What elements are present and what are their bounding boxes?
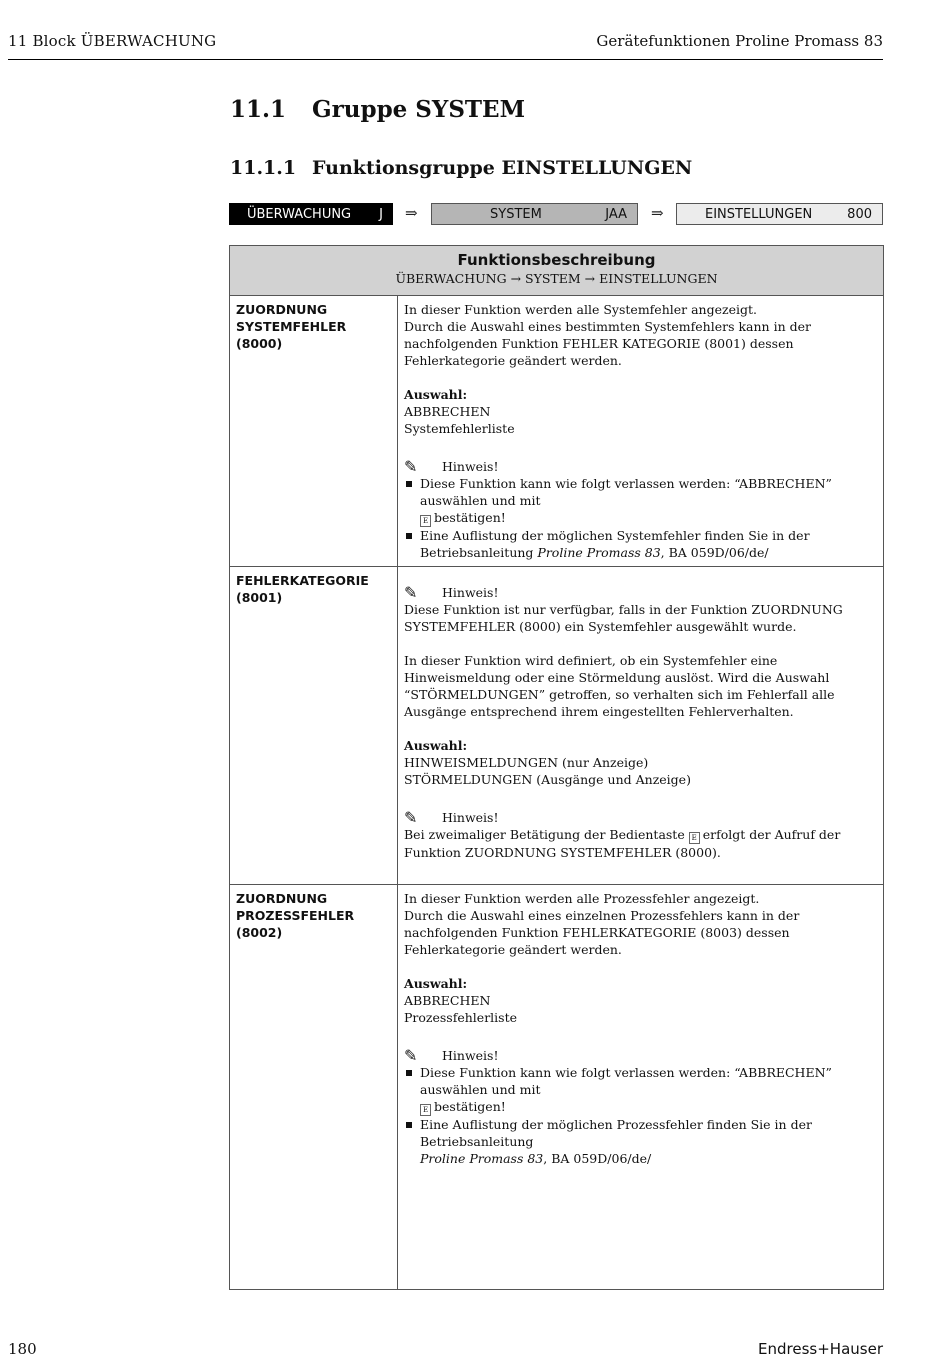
function-name-cell xyxy=(230,567,398,884)
brand-name: Endress+Hauser xyxy=(758,1340,883,1358)
nav-arrow-icon: ⇒ xyxy=(405,204,418,222)
enter-key-icon: E xyxy=(689,832,700,844)
nav-functiongroup-code: 800 xyxy=(847,206,872,222)
function-code: (8002) xyxy=(236,925,283,940)
option-text: ABBRECHEN xyxy=(404,993,491,1008)
pencil-icon: ✎ xyxy=(404,457,418,476)
option-text: ABBRECHEN xyxy=(404,404,491,419)
section-number: 11.1 xyxy=(230,96,287,123)
nav-functiongroup-einstellungen xyxy=(676,203,883,225)
note-text-part: erfolgt der Aufruf der xyxy=(702,827,841,842)
note-heading xyxy=(404,809,877,826)
auswahl-label: Auswahl: xyxy=(404,738,468,753)
header-rule xyxy=(8,59,883,60)
nav-group-label: SYSTEM xyxy=(490,206,542,222)
bullet-text: bestätigen! xyxy=(434,510,506,525)
nav-functiongroup-label: EINSTELLUNGEN xyxy=(705,206,813,222)
subsection-heading xyxy=(230,157,692,179)
running-header-left: 11 Block ÜBERWACHUNG xyxy=(8,32,217,50)
description-text: In dieser Funktion wird definiert, ob ein Systemfehler eine Hinweismeldung oder eine Störmeldung auslöst. Wird die Auswahl “STÖRMELDUNGEN” getroffen, so verhalten sich im Fehlerfall alle Ausgänge entsprechend ihrem eingestellten Fehlerverhalten. xyxy=(404,653,835,719)
enter-key-icon: E xyxy=(420,1104,431,1116)
auswahl-label: Auswahl: xyxy=(404,387,468,402)
note-label: Hinweis! xyxy=(442,585,499,600)
option-text: HINWEISMELDUNGEN (nur Anzeige) xyxy=(404,755,649,770)
nav-group-system xyxy=(431,203,638,225)
nav-group-code: JAA xyxy=(605,206,627,222)
function-name: ZUORDNUNG xyxy=(236,302,328,317)
table-title: Funktionsbeschreibung xyxy=(457,251,656,269)
bullet-text: Eine Auflistung der möglichen Prozessfehler finden Sie in der Betriebsanleitung xyxy=(420,1117,812,1149)
auswahl-label: Auswahl: xyxy=(404,976,468,991)
list-item xyxy=(404,475,877,527)
list-item xyxy=(404,1116,877,1167)
function-description-cell xyxy=(398,885,883,1290)
table-row xyxy=(230,885,883,1290)
nav-block-code: J xyxy=(379,206,383,222)
bullet-text: bestätigen! xyxy=(434,1099,506,1114)
bullet-text: Diese Funktion kann wie folgt verlassen werden: “ABBRECHEN” auswählen und mit xyxy=(420,1065,832,1097)
description-text: Durch die Auswahl eines einzelnen Prozessfehlers kann in der nachfolgenden Funktion FEHLERKATEGORIE (8003) dessen Fehlerkategorie geändert werden. xyxy=(404,908,800,957)
option-text: Prozessfehlerliste xyxy=(404,1010,518,1025)
bullet-text: Eine Auflistung der möglichen Systemfehler finden Sie in der Betriebsanleitung xyxy=(420,528,810,560)
nav-arrow-icon: ⇒ xyxy=(651,204,664,222)
note-text: Diese Funktion ist nur verfügbar, falls in der Funktion ZUORDNUNG SYSTEMFEHLER (8000) ein Systemfehler ausgewählt wurde. xyxy=(404,602,843,634)
function-name-cell xyxy=(230,885,398,1290)
subsection-title: Funktionsgruppe EINSTELLUNGEN xyxy=(312,157,693,179)
option-text: Systemfehlerliste xyxy=(404,421,515,436)
nav-block-label: ÜBERWACHUNG xyxy=(247,206,352,222)
function-name: ZUORDNUNG xyxy=(236,891,328,906)
running-header-right: Gerätefunktionen Proline Promass 83 xyxy=(596,32,883,50)
function-name: FEHLERKATEGORIE xyxy=(236,573,369,588)
enter-key-icon: E xyxy=(420,515,431,527)
description-text: In dieser Funktion werden alle Prozessfehler angezeigt. xyxy=(404,891,760,906)
option-text: STÖRMELDUNGEN (Ausgänge und Anzeige) xyxy=(404,772,691,787)
section-heading xyxy=(230,96,525,123)
table-header xyxy=(230,246,883,296)
pencil-icon: ✎ xyxy=(404,1046,418,1065)
bullet-icon xyxy=(406,481,412,487)
page-number: 180 xyxy=(8,1340,37,1358)
note-label: Hinweis! xyxy=(442,810,499,825)
nav-block-ueberwachung xyxy=(229,203,393,225)
note-text xyxy=(404,826,877,844)
function-description-cell xyxy=(398,567,883,884)
function-code: (8000) xyxy=(236,336,283,351)
section-title: Gruppe SYSTEM xyxy=(312,96,526,123)
note-heading xyxy=(404,1047,877,1064)
table-row xyxy=(230,296,883,567)
function-name-cell xyxy=(230,296,398,566)
bullet-text: , BA 059D/06/de/ xyxy=(543,1151,652,1166)
function-name: PROZESSFEHLER xyxy=(236,908,355,923)
pencil-icon: ✎ xyxy=(404,808,418,827)
subsection-number: 11.1.1 xyxy=(230,157,297,179)
bullet-icon xyxy=(406,533,412,539)
manual-title: Proline Promass 83 xyxy=(537,545,661,560)
bullet-icon xyxy=(406,1070,412,1076)
list-item xyxy=(404,527,877,561)
note-heading xyxy=(404,584,877,601)
table-path: ÜBERWACHUNG → SYSTEM → EINSTELLUNGEN xyxy=(395,271,718,286)
description-text: Durch die Auswahl eines bestimmten Systemfehlers kann in der nachfolgenden Funktion FEHLER KATEGORIE (8001) dessen Fehlerkategorie geändert werden. xyxy=(404,319,811,368)
bullet-icon xyxy=(406,1122,412,1128)
function-description-cell xyxy=(398,296,883,566)
note-text-part: Bei zweimaliger Betätigung der Bedientaste xyxy=(404,827,685,842)
note-label: Hinweis! xyxy=(442,1048,499,1063)
note-text: Funktion ZUORDNUNG SYSTEMFEHLER (8000). xyxy=(404,845,721,860)
function-code: (8001) xyxy=(236,590,283,605)
bullet-text: , BA 059D/06/de/ xyxy=(660,545,769,560)
list-item xyxy=(404,1064,877,1116)
table-row xyxy=(230,567,883,885)
bullet-text: Diese Funktion kann wie folgt verlassen werden: “ABBRECHEN” auswählen und mit xyxy=(420,476,832,508)
manual-title: Proline Promass 83 xyxy=(420,1151,544,1166)
function-description-table xyxy=(229,245,884,1290)
note-label: Hinweis! xyxy=(442,459,499,474)
note-heading xyxy=(404,458,877,475)
function-name: SYSTEMFEHLER xyxy=(236,319,347,334)
description-text: In dieser Funktion werden alle Systemfehler angezeigt. xyxy=(404,302,757,317)
pencil-icon: ✎ xyxy=(404,583,418,602)
